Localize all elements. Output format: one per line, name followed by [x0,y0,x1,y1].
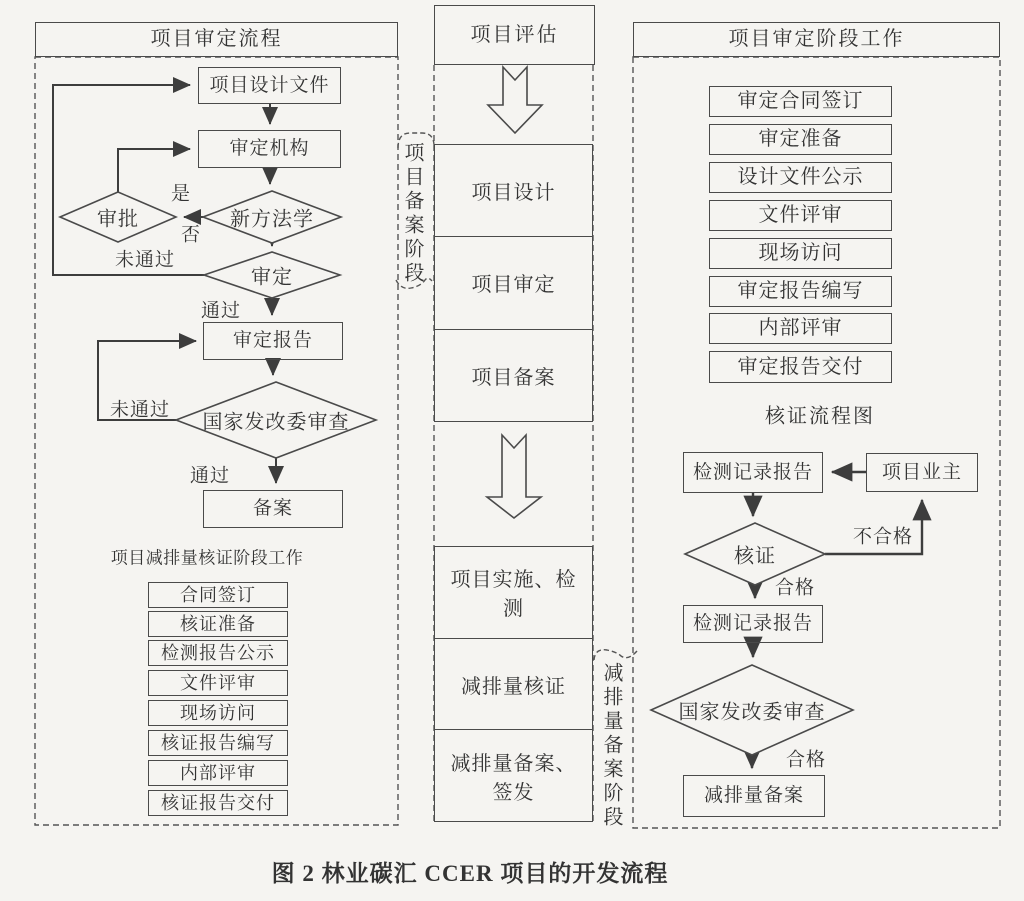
edge-label-qualified-2: 合格 [785,749,827,771]
verification-stage-title: 项目减排量核证阶段工作 [110,548,304,568]
node-filing: 备案 [203,490,343,528]
verification-flow-title: 核证流程图 [765,405,875,428]
right-list-item: 文件评审 [709,200,892,231]
node-design-doc: 项目设计文件 [198,67,341,104]
right-list-item: 审定准备 [709,124,892,155]
right-panel-title: 项目审定阶段工作 [633,22,1000,57]
stack-cell-project-design: 项目设计 [471,182,556,205]
figure-caption: 图 2 林业碳汇 CCER 项目的开发流程 [271,861,669,886]
node-validation-report: 审定报告 [203,322,343,360]
filing-stage-stack [434,144,593,422]
reduction-stage-bracket-top [594,650,637,660]
stack-cell-reduction-filing-issuance: 减排量备案、签发 [435,729,592,821]
node-monitoring-report-1: 检测记录报告 [683,452,823,493]
left-list-item: 核证准备 [148,611,288,637]
left-list-item: 内部评审 [148,760,288,786]
edge-label-qualified-1: 合格 [774,577,816,599]
reduction-stage-stack [434,546,593,822]
right-list-item: 内部评审 [709,313,892,344]
new-methodology-diamond-label: 新方法学 [230,208,314,231]
edge-label-no: 否 [180,224,202,246]
edge-label-passed-2: 通过 [189,465,231,487]
node-validation-body: 审定机构 [198,130,341,168]
left-list-item: 核证报告交付 [148,790,288,816]
reduction-filing-stage-vertical-label: 减排量备案阶段 [600,662,622,830]
node-project-owner: 项目业主 [866,453,978,492]
stack-cell-reduction-verification: 减排量核证 [435,638,592,730]
right-list-item: 审定报告编写 [709,276,892,307]
node-reduction-filing: 减排量备案 [683,775,825,817]
filing-stage-vertical-label: 项目备案阶段 [401,142,423,286]
edge-label-passed-1: 通过 [200,300,242,322]
edge-label-yes: 是 [170,183,192,205]
ndrc-review-diamond-label: 国家发改委审查 [202,411,350,434]
validation-diamond-label: 审定 [251,266,293,289]
edge-label-not-passed-2: 未通过 [109,399,171,421]
right-list-item: 审定报告交付 [709,351,892,383]
right-list-item: 审定合同签订 [709,86,892,117]
stack-cell-project-validation: 项目审定 [435,236,592,328]
node-monitoring-report-2: 检测记录报告 [683,605,823,643]
right-list-item: 现场访问 [709,238,892,269]
left-list-item: 合同签订 [148,582,288,608]
verification-diamond-label: 核证 [734,545,776,568]
left-list-item: 文件评审 [148,670,288,696]
edge-label-unqualified: 不合格 [852,526,914,548]
left-list-item: 检测报告公示 [148,640,288,666]
left-list-item: 现场访问 [148,700,288,726]
big-down-arrow-1 [488,67,542,133]
big-down-arrow-2 [487,435,541,518]
node-project-evaluation: 项目评估 [434,5,595,65]
ndrc-review2-diamond-label: 国家发改委审查 [678,701,826,724]
left-panel-title: 项目审定流程 [35,22,398,57]
left-list-item: 核证报告编写 [148,730,288,756]
stack-cell-project-filing: 项目备案 [435,329,592,421]
approval-diamond-label: 审批 [97,208,139,231]
edge-label-not-passed-1: 未通过 [114,249,176,271]
stack-cell-implementation-monitoring: 项目实施、检测 [450,569,577,621]
right-list-item: 设计文件公示 [709,162,892,193]
